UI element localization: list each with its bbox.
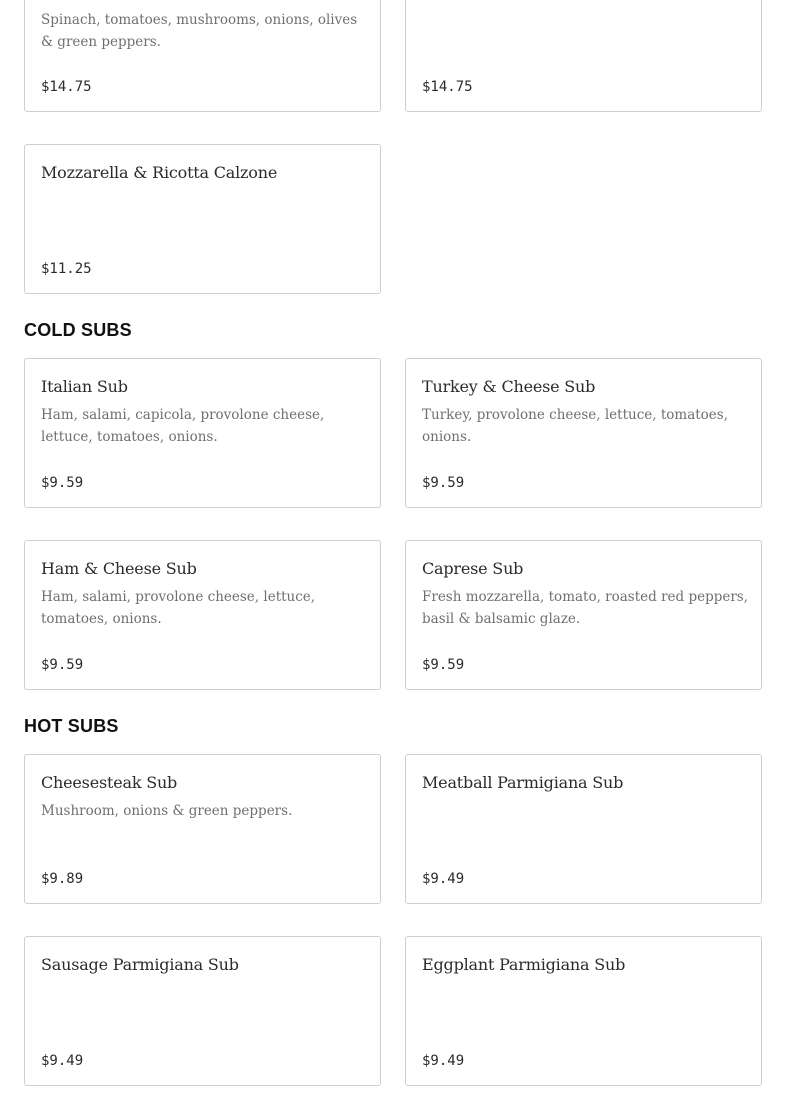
item-description: Spinach, tomatoes, mushrooms, onions, olives & green peppers. (41, 12, 358, 50)
item-name: Mozzarella & Ricotta Calzone (41, 163, 278, 182)
item-description: Turkey, provolone cheese, lettuce, tomatoes, onions. (422, 407, 729, 445)
item-name: Meatball Parmigiana Sub (422, 773, 624, 792)
item-price: $9.49 (422, 871, 465, 887)
item-name: Caprese Sub (422, 559, 524, 578)
menu-item-card[interactable] (405, 540, 762, 690)
item-name: Eggplant Parmigiana Sub (422, 955, 626, 974)
item-price: $9.59 (41, 475, 84, 491)
item-price: $11.25 (41, 261, 92, 277)
menu-item-card[interactable] (24, 144, 381, 294)
menu-item-card[interactable] (24, 358, 381, 508)
item-price: $9.89 (41, 871, 84, 887)
item-price: $9.59 (41, 657, 84, 673)
item-name: Turkey & Cheese Sub (422, 377, 596, 396)
menu-item-card[interactable] (405, 358, 762, 508)
item-price: $14.75 (422, 79, 473, 95)
item-description: Mushroom, onions & green peppers. (41, 803, 293, 819)
item-name: Ham & Cheese Sub (41, 559, 197, 578)
section-title-hot-subs: HOT SUBS (24, 716, 119, 736)
item-price: $9.49 (41, 1053, 84, 1069)
item-name: Sausage Parmigiana Sub (41, 955, 239, 974)
item-name: Italian Sub (41, 377, 128, 396)
menu-item-card[interactable] (24, 754, 381, 904)
menu-item-card[interactable] (24, 0, 381, 112)
item-description: Ham, salami, capicola, provolone cheese, lettuce, tomatoes, onions. (41, 407, 325, 445)
item-price: $14.75 (41, 79, 92, 95)
item-price: $9.59 (422, 475, 465, 491)
section-title-cold-subs: COLD SUBS (24, 320, 132, 340)
item-description: Ham, salami, provolone cheese, lettuce, tomatoes, onions. (41, 589, 316, 627)
item-price: $9.59 (422, 657, 465, 673)
item-price: $9.49 (422, 1053, 465, 1069)
item-description: Fresh mozzarella, tomato, roasted red peppers, basil & balsamic glaze. (422, 589, 749, 627)
menu-item-card[interactable] (24, 540, 381, 690)
menu-item-card[interactable] (24, 936, 381, 1086)
menu-item-card[interactable] (405, 936, 762, 1086)
menu-item-card[interactable] (405, 754, 762, 904)
item-name: Cheesesteak Sub (41, 773, 178, 792)
menu-item-card[interactable] (405, 0, 762, 112)
